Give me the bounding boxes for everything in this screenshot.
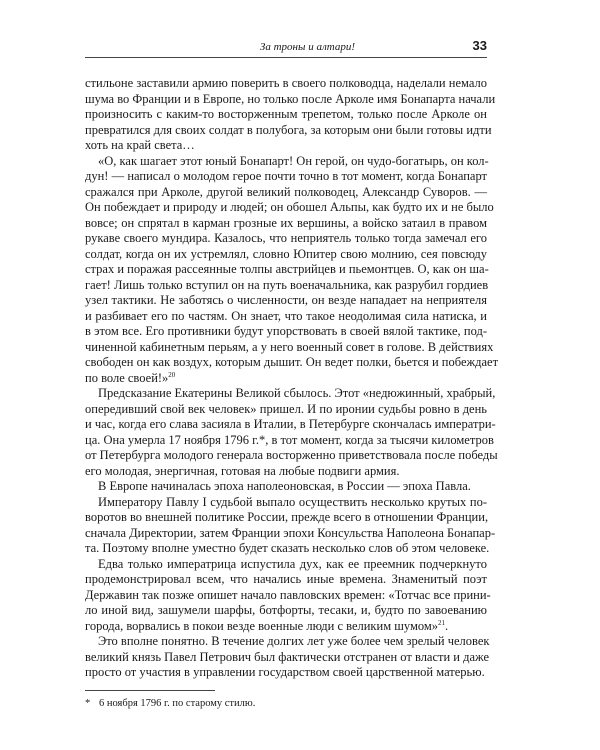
text-line: просто от участия в управлении государством своей царственной матерью. xyxy=(85,665,485,679)
text-segment: по воле своей!» xyxy=(85,370,169,385)
text-line: в этом все. Его противники будут упорствовать в своей вялой тактике, под- xyxy=(85,324,487,338)
running-head xyxy=(85,37,487,58)
text-line: произносить с каким-то восторженным трепетом, только после Арколе он xyxy=(85,107,487,121)
text-line: его молодая, энергичная, готовая на любые подвиги армия. xyxy=(85,463,400,478)
body-text xyxy=(85,76,499,681)
footnote-ref: 20 xyxy=(168,370,176,379)
text-line: страх и поражая рассеянные толпы австрийцев и пьемонтцев. О, как он ша- xyxy=(85,262,489,276)
text-line-with-note: города, ворвались в покои везде военные люди с великим шумом»$^{21}$. xyxy=(85,618,449,633)
text-line: опередивший свой век человек» пришел. И по иронии судьбы ровно в день xyxy=(85,401,487,416)
footnote-mark: * xyxy=(85,698,91,709)
text-line: рукаве своего мундира. Казалось, что неприятель только тогда замечал его xyxy=(85,231,487,245)
text-line: В Европе начиналась эпоха наполеоновская, в России — эпоха Павла. xyxy=(98,479,471,493)
text-line: хоть на край света… xyxy=(85,138,195,152)
footnote-rule xyxy=(85,690,215,691)
text-line-with-note xyxy=(85,371,487,387)
text-line: ца. Она умерла 17 ноября 1796 г.*, в тот момент, когда за тысячи километров xyxy=(85,432,494,447)
text-line: вовсе; он спрятал в карман грозные их вершины, а войско затаил в правом xyxy=(85,215,487,230)
text-line: шума во Франции и в Европе, но только после Арколе имя Бонапарта начали xyxy=(85,91,496,106)
footnote-text: 6 ноября 1796 г. по старому стилю. xyxy=(99,698,256,709)
text-line: от Петербурга молодого генерала восторженно приветствовала после победы xyxy=(85,448,498,462)
text-line: Императору Павлу I судьбой выпало осуществить несколько крутых по- xyxy=(98,494,487,509)
footnote xyxy=(85,698,255,709)
text-line: продемонстрировал всем, что начались иные времена. Знаменитый поэт xyxy=(85,572,487,586)
text-line: и час, когда его слава засияла в Италии, в Петербурге скончалась императри- xyxy=(85,417,496,431)
text-line: и разбивает его по частям. Он знает, что такое неодолимая сила натиска, и xyxy=(85,308,487,323)
text-line: сначала Директории, затем Франции эпохи Консульства Наполеона Бонапар- xyxy=(85,525,496,540)
text-line: великий князь Павел Петрович был фактически отстранен от власти и даже xyxy=(85,649,490,664)
running-title: За троны и алтари! xyxy=(259,41,355,53)
text-line: Предсказание Екатерины Великой сбылось. Этот «недюжинный, храбрый, xyxy=(98,386,496,400)
text-line: Едва только императрица испустила дух, как ее преемник подчеркнуто xyxy=(98,556,487,571)
text-line: Державин так позже опишет начало павловских времен: «Тотчас все прини- xyxy=(85,587,491,602)
text-line: «О, как шагает этот юный Бонапарт! Он герой, он чудо-богатырь, он кол- xyxy=(98,153,489,168)
text-line: Он побеждает и природу и людей; он обошел Альпы, как будто их и не было xyxy=(85,200,494,214)
text-line: сражался при Арколе, другой великий полководец, Александр Суворов. — xyxy=(85,184,487,199)
text-line: дун! — написал о молодом герое почти точно в тот момент, когда Бонапарт xyxy=(85,169,487,183)
text-line: воротов во внешней политике России, прежде всего в отношении Франции, xyxy=(85,510,489,524)
text-line: чиненной кабинетным перьям, а у него военный совет в голове. В действиях xyxy=(85,339,494,354)
page-number: 33 xyxy=(472,38,487,53)
text-line: свободен он как воздух, которым дышит. Он ведет полки, бьется и побеждает xyxy=(85,355,499,369)
text-segment: города, ворвались в покои везде военные люди с великим шумом» xyxy=(85,618,439,633)
text-line: та. Поэтому вполне уместно будет сказать несколько слов об этом человеке. xyxy=(85,541,490,555)
text-line: узел тактики. Не заботясь о численности, он везде нападает на неприятеля xyxy=(85,293,487,307)
text-line: стильоне заставили армию поверить в своего полководца, наделали немало xyxy=(85,76,487,90)
text-line: гает! Лишь только вступил он на путь военачальника, как разрубил гордиев xyxy=(85,277,489,292)
text-line: ло иной вид, зашумели шарфы, ботфорты, тесаки, и, будто по завоеванию xyxy=(85,603,487,617)
text-line: солдат, когда он их устремлял, словно Юпитер свою молнию, сея повсюду xyxy=(85,246,487,261)
text-line: Это вполне понятно. В течение долгих лет уже более чем зрелый человек xyxy=(98,634,490,648)
text-line: превратился для своих солдат в полубога, за которым они были готовы идти xyxy=(85,122,492,137)
footnote-ref: 21 xyxy=(438,618,446,627)
